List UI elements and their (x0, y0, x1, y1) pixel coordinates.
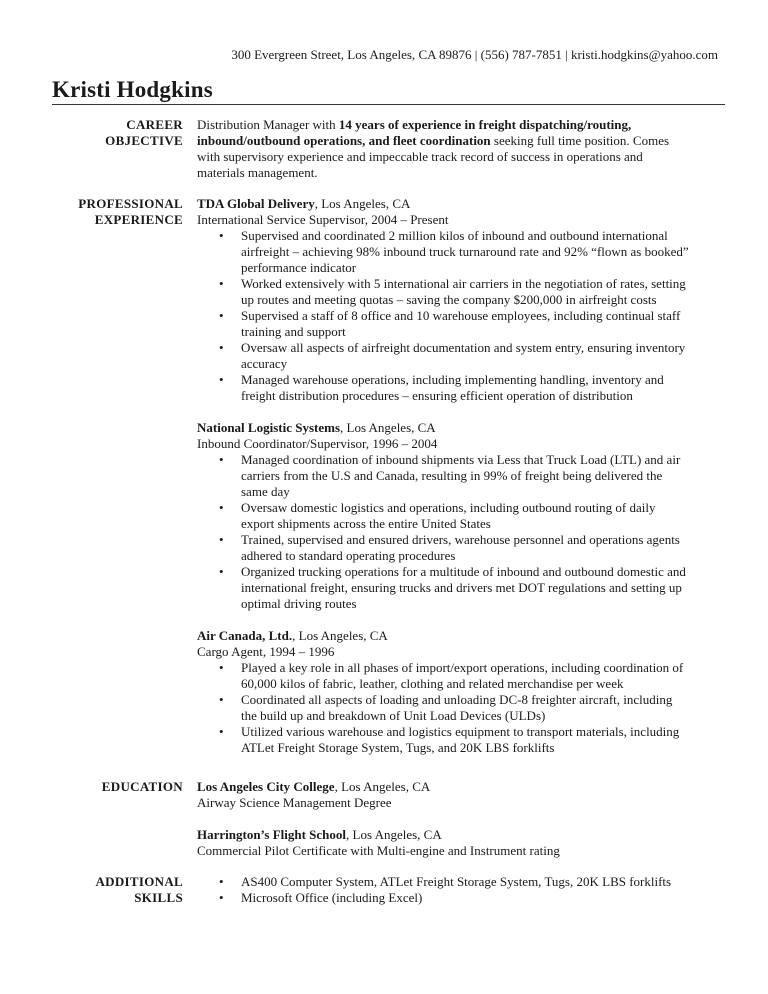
company-name: National Logistic Systems (197, 420, 340, 435)
bullet-icon: • (219, 692, 224, 707)
bullet-item (197, 692, 725, 724)
bullet-line: the build up and breakdown of Unit Load Devices (ULDs) (241, 708, 546, 723)
bullet-line: Oversaw all aspects of airfreight documentation and system entry, ensuring inventory (241, 340, 686, 355)
bullet-line: Managed coordination of inbound shipments via Less that Truck Load (LTL) and air (241, 452, 681, 467)
bullet-icon: • (219, 340, 224, 355)
bullet-line: Oversaw domestic logistics and operations, including outbound routing of daily (241, 500, 656, 515)
school-name: Los Angeles City College (197, 779, 335, 794)
bullet-icon: • (219, 228, 224, 243)
bullet-line: same day (241, 484, 290, 499)
bullet-line: ATLet Freight Storage System, Tugs, and 20K LBS forklifts (241, 740, 555, 755)
company-location: , Los Angeles, CA (292, 628, 388, 643)
bullet-line: airfreight – achieving 98% inbound truck turnaround rate and 92% “flown as booked” (241, 244, 689, 259)
skill-item (197, 890, 725, 906)
bullet-line: freight distribution procedures – ensuring efficient operation of distribution (241, 388, 633, 403)
bullet-item (197, 276, 725, 308)
bullet-line: carriers from the U.S and Canada, resulting in 99% of freight being delivered the (241, 468, 663, 483)
contact-line: 300 Evergreen Street, Los Angeles, CA 89876 | (556) 787-7851 | kristi.hodgkins@yahoo.com (231, 47, 718, 62)
bullet-line: Organized trucking operations for a multitude of inbound and outbound domestic and (241, 564, 686, 579)
job-heading (197, 628, 725, 644)
bullet-line: performance indicator (241, 260, 357, 275)
skills-list (197, 874, 725, 906)
experience-list (197, 196, 725, 756)
bullet-line: Supervised a staff of 8 office and 10 warehouse employees, including continual staff (241, 308, 681, 323)
school-location: , Los Angeles, CA (346, 827, 442, 842)
bullet-icon: • (219, 500, 224, 515)
job-heading (197, 420, 725, 436)
bullet-line: accuracy (241, 356, 288, 371)
bullet-line: training and support (241, 324, 346, 339)
bullet-line: Supervised and coordinated 2 million kilos of inbound and outbound international (241, 228, 668, 243)
bullet-icon: • (219, 308, 224, 323)
section-label: EDUCATION (101, 779, 183, 794)
job-title: International Service Supervisor, 2004 – Present (197, 212, 449, 227)
bullet-icon: • (219, 890, 224, 905)
bullet-line: export shipments across the entire United States (241, 516, 491, 531)
bullet-icon: • (219, 532, 224, 547)
bullet-item (197, 228, 725, 276)
bullet-item (197, 452, 725, 500)
company-location: , Los Angeles, CA (340, 420, 436, 435)
section-label: CAREER OBJECTIVE (105, 117, 183, 148)
bullet-line: optimal driving routes (241, 596, 357, 611)
bullet-line: Utilized various warehouse and logistics equipment to transport materials, including (241, 724, 680, 739)
company-name: Air Canada, Ltd. (197, 628, 293, 643)
objective-text: Distribution Manager with 14 years of experience in freight dispatching/routing, inbound/outbound operations, and fleet coordination seeking full time position. Comes with supervisory experience and impeccable track record of success in operations and materials management. (197, 117, 670, 180)
bullet-line: 60,000 kilos of fabric, leather, clothing and related merchandise per week (241, 676, 624, 691)
header-divider (52, 104, 725, 105)
bullet-line: international freight, ensuring trucks and drivers met DOT regulations and setting up (241, 580, 682, 595)
spacer (197, 404, 725, 420)
bullet-item (197, 660, 725, 692)
school-detail: Airway Science Management Degree (197, 795, 392, 810)
job-title: Cargo Agent, 1994 – 1996 (197, 644, 335, 659)
bullet-icon: • (219, 874, 224, 889)
bullet-item (197, 308, 725, 340)
skill-item (197, 874, 725, 890)
spacer (197, 612, 725, 628)
school-detail: Commercial Pilot Certificate with Multi-engine and Instrument rating (197, 843, 560, 858)
bullet-line: Managed warehouse operations, including implementing handling, inventory and (241, 372, 664, 387)
bullet-icon: • (219, 724, 224, 739)
bullet-line: adhered to standard operating procedures (241, 548, 456, 563)
school-name: Harrington’s Flight School (197, 827, 347, 842)
bullet-icon: • (219, 276, 224, 291)
candidate-name: Kristi Hodgkins (52, 77, 213, 102)
bullet-line: Worked extensively with 5 international air carriers in the negotiation of rates, setting (241, 276, 686, 291)
bullet-icon: • (219, 452, 224, 467)
school-location: , Los Angeles, CA (334, 779, 431, 794)
job-title: Inbound Coordinator/Supervisor, 1996 – 2004 (197, 436, 438, 451)
bullet-line: Played a key role in all phases of import/export operations, including coordination of (241, 660, 684, 675)
section-label: PROFESSIONAL EXPERIENCE (78, 196, 183, 227)
skill-text: AS400 Computer System, ATLet Freight Storage System, Tugs, 20K LBS forklifts (241, 874, 672, 889)
section-label: ADDITIONAL SKILLS (95, 874, 183, 905)
spacer (197, 811, 725, 827)
company-location: , Los Angeles, CA (314, 196, 411, 211)
bullet-line: up routes and meeting quotas – saving the company $200,000 in airfreight costs (241, 292, 657, 307)
bullet-item (197, 372, 725, 404)
skill-text: Microsoft Office (including Excel) (241, 890, 423, 905)
bullet-line: Trained, supervised and ensured drivers, warehouse personnel and operations agents (241, 532, 680, 547)
bullet-icon: • (219, 564, 224, 579)
job-heading (197, 196, 725, 212)
bullet-icon: • (219, 660, 224, 675)
bullet-item (197, 340, 725, 372)
school-heading (197, 779, 725, 795)
bullet-item (197, 532, 725, 564)
bullet-item (197, 564, 725, 612)
education-list (197, 779, 725, 859)
bullet-item (197, 724, 725, 756)
bullet-icon: • (219, 372, 224, 387)
school-heading (197, 827, 725, 843)
bullet-line: Coordinated all aspects of loading and unloading DC-8 freighter aircraft, including (241, 692, 673, 707)
company-name: TDA Global Delivery (197, 196, 315, 211)
bullet-item (197, 500, 725, 532)
